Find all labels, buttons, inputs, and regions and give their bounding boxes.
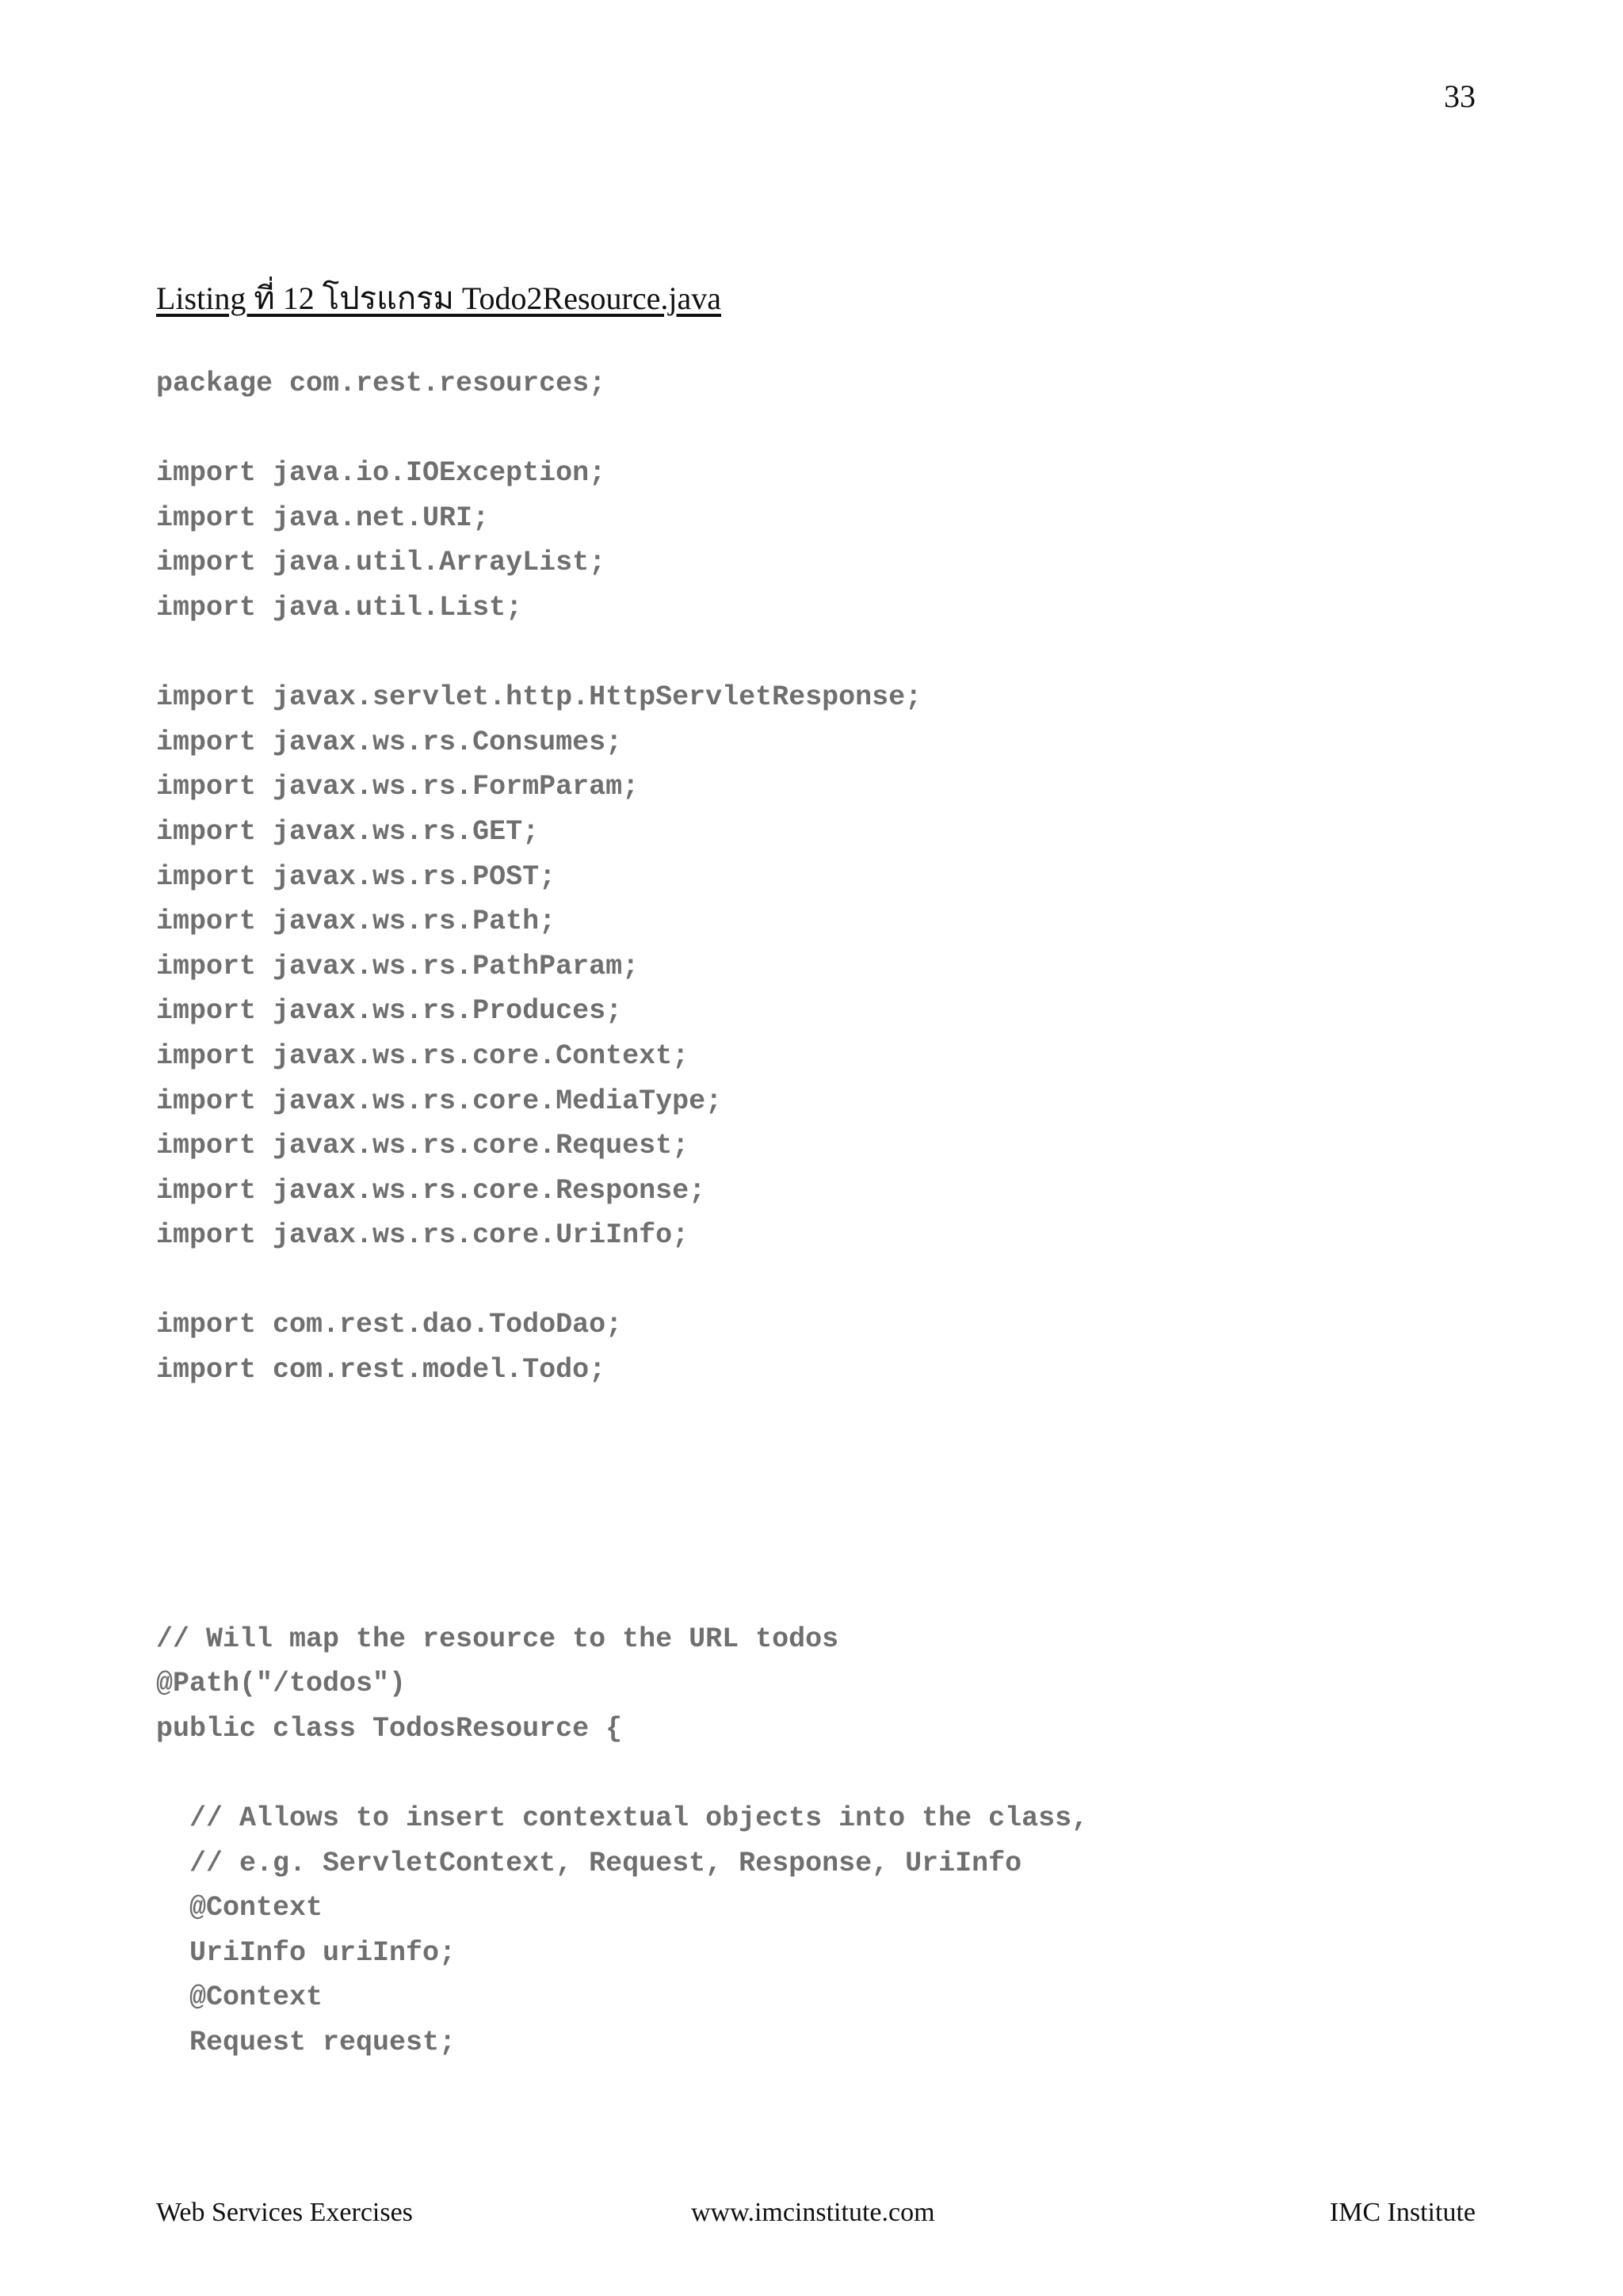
code-line: UriInfo uriInfo; bbox=[156, 1936, 456, 1969]
code-line: import javax.ws.rs.GET; bbox=[156, 815, 540, 848]
code-line: import java.io.IOException; bbox=[156, 457, 606, 490]
code-line: import javax.ws.rs.core.Response; bbox=[156, 1174, 706, 1207]
code-line: import javax.ws.rs.core.Request; bbox=[156, 1130, 689, 1162]
code-line: import com.rest.model.Todo; bbox=[156, 1354, 606, 1386]
code-line: import javax.ws.rs.Consumes; bbox=[156, 726, 623, 758]
code-line bbox=[156, 406, 1088, 452]
code-line: import com.rest.dao.TodoDao; bbox=[156, 1309, 623, 1341]
listing-title: Listing ที่ 12 โปรแกรม Todo2Resource.java bbox=[156, 280, 722, 316]
code-line: package com.rest.resources; bbox=[156, 368, 606, 399]
footer-right-text: IMC Institute bbox=[1329, 2198, 1476, 2227]
code-line: import javax.ws.rs.Path; bbox=[156, 906, 556, 938]
code-line bbox=[156, 1482, 1088, 1527]
code-listing bbox=[156, 361, 1088, 2065]
code-line: import javax.ws.rs.POST; bbox=[156, 860, 556, 893]
code-line: // e.g. ServletContext, Request, Response, UriInfo bbox=[156, 1847, 1022, 1879]
code-line: import javax.ws.rs.PathParam; bbox=[156, 950, 640, 982]
code-line bbox=[156, 1393, 1088, 1438]
code-line bbox=[156, 1258, 1088, 1303]
code-line: import javax.ws.rs.FormParam; bbox=[156, 771, 640, 803]
code-line: import javax.ws.rs.Produces; bbox=[156, 995, 623, 1028]
code-line bbox=[156, 1437, 1088, 1482]
code-line: import java.util.List; bbox=[156, 591, 523, 624]
footer-left-text: Web Services Exercises bbox=[156, 2198, 413, 2227]
code-line: import java.net.URI; bbox=[156, 502, 490, 534]
code-line bbox=[156, 1527, 1088, 1572]
code-line: import java.util.ArrayList; bbox=[156, 547, 606, 579]
code-line: import javax.servlet.http.HttpServletResponse; bbox=[156, 681, 922, 714]
code-line: // Allows to insert contextual objects into the class, bbox=[156, 1802, 1089, 1834]
code-line bbox=[156, 631, 1088, 676]
code-line: import javax.ws.rs.core.Context; bbox=[156, 1039, 689, 1072]
code-line: import javax.ws.rs.core.UriInfo; bbox=[156, 1219, 689, 1252]
code-line: public class TodosResource { bbox=[156, 1712, 623, 1745]
code-line: @Path("/todos") bbox=[156, 1668, 407, 1700]
code-line: @Context bbox=[156, 1981, 323, 2014]
page-number: 33 bbox=[1444, 78, 1476, 114]
code-line: // Will map the resource to the URL todos bbox=[156, 1623, 839, 1655]
footer-website: www.imcinstitute.com bbox=[691, 2198, 935, 2227]
code-line: @Context bbox=[156, 1892, 323, 1924]
code-line: import javax.ws.rs.core.MediaType; bbox=[156, 1085, 723, 1117]
code-line bbox=[156, 1572, 1088, 1617]
code-line: Request request; bbox=[156, 2026, 456, 2058]
code-line bbox=[156, 1751, 1088, 1796]
